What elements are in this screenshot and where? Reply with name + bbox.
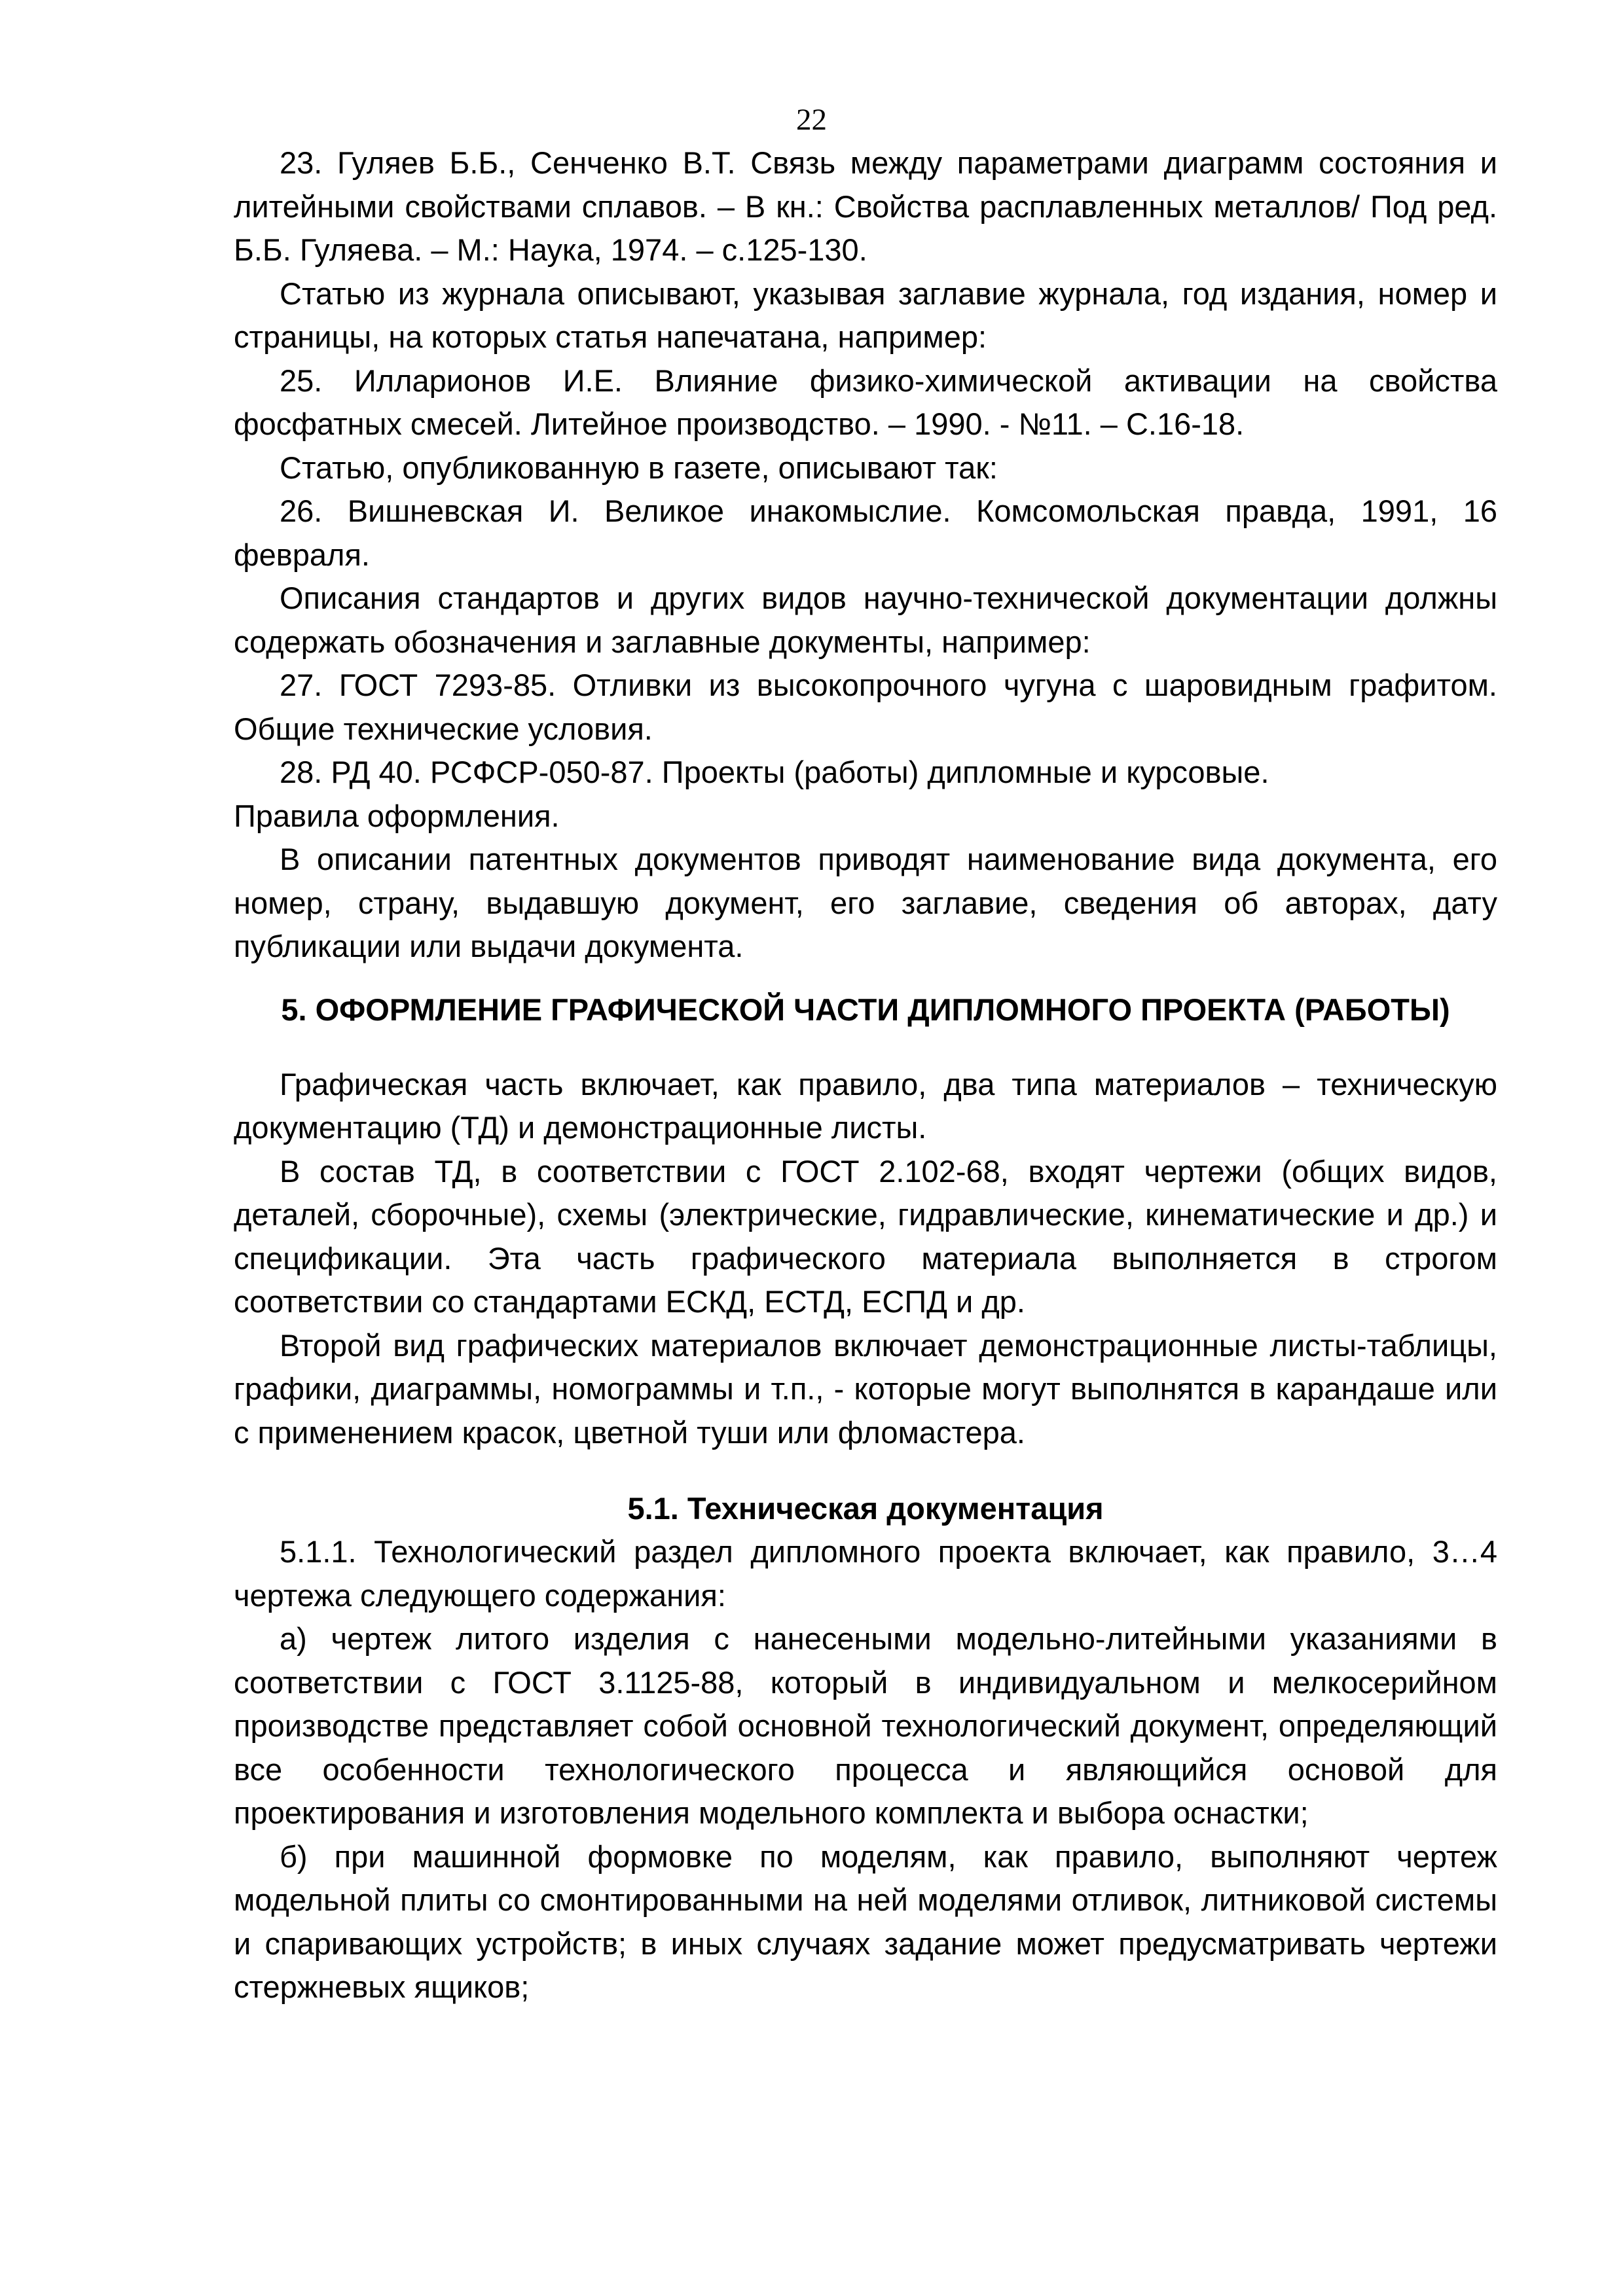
page-content bbox=[234, 141, 1497, 2009]
reference-27: 27. ГОСТ 7293-85. Отливки из высокопрочного чугуна с шаровидным графитом. Общие технические условия. bbox=[234, 668, 1497, 746]
journal-article-rule: Статью из журнала описывают, указывая заглавие журнала, год издания, номер и страницы, на которых статья напечатана, например: bbox=[234, 276, 1497, 354]
section-5-1-heading: 5.1. Техническая документация bbox=[627, 1491, 1104, 1526]
item-a-paragraph: а) чертеж литого изделия с нанесеными модельно-литейными указаниями в соответствии с ГОСТ 3.1125-88, который в индивидуальном и мелкосерийном производстве представляет собой основной технологический документ, определяющий все особенности технологического процесса и являющийся основой для проектирования и изготовления модельного комплекта и выбора оснастки; bbox=[234, 1621, 1497, 1830]
section-5-heading: 5. ОФОРМЛЕНИЕ ГРАФИЧЕСКОЙ ЧАСТИ ДИПЛОМНОГО ПРОЕКТА (РАБОТЫ) bbox=[281, 992, 1450, 1027]
reference-28: 28. РД 40. РСФСР-050-87. Проекты (работы) дипломные и курсовые. bbox=[280, 755, 1269, 789]
patent-documents-rule: В описании патентных документов приводят наименование вида документа, его номер, страну, выдавшую документ, его заглавие, сведения об авторах, дату публикации или выдачи документа. bbox=[234, 842, 1497, 963]
reference-26: 26. Вишневская И. Великое инакомыслие. Комсомольская правда, 1991, 16 февраля. bbox=[234, 493, 1497, 572]
section-5-paragraph-1: Графическая часть включает, как правило, два типа материалов – техническую документацию (ТД) и демонстрационные листы. bbox=[234, 1066, 1497, 1145]
section-5-paragraph-3: Второй вид графических материалов включает демонстрационные листы-таблицы, графики, диаграммы, номограммы и т.п., - которые могут выполнятся в карандаше или с применением красок, цветной туши или фломастера. bbox=[234, 1327, 1497, 1450]
section-5-1-1-paragraph: 5.1.1. Технологический раздел дипломного проекта включает, как правило, 3…4 чертежа следующего содержания: bbox=[234, 1534, 1497, 1613]
item-b-paragraph: б) при машинной формовке по моделям, как правило, выполняют чертеж модельной плиты со смонтированными на ней моделями отливок, литниковой системы и спаривающих устройств; в иных случаях задание может предусматривать чертежи стержневых ящиков; bbox=[234, 1839, 1497, 2004]
page-number: 22 bbox=[796, 103, 827, 137]
reference-28-continuation: Правила оформления. bbox=[234, 798, 560, 833]
standards-rule: Описания стандартов и других видов научно-технической документации должны содержать обозначения и заглавные документы, например: bbox=[234, 581, 1497, 659]
reference-23: 23. Гуляев Б.Б., Сенченко В.Т. Связь между параметрами диаграмм состояния и литейными свойствами сплавов. – В кн.: Свойства расплавленных металлов/ Под ред. Б.Б. Гуляева. – М.: Наука, 1974. – с.125-130. bbox=[234, 145, 1497, 267]
newspaper-article-rule: Статью, опубликованную в газете, описывают так: bbox=[280, 450, 998, 485]
reference-25: 25. Илларионов И.Е. Влияние физико-химической активации на свойства фосфатных смесей. Литейное производство. – 1990. - №11. – С.16-18. bbox=[234, 363, 1497, 441]
section-5-paragraph-2: В состав ТД, в соответствии с ГОСТ 2.102-68, входят чертежи (общих видов, деталей, сборочные), схемы (электрические, гидравлические, кинематические и др.) и спецификации. Эта часть графического материала выполняется в строгом соответствии со стандартами ЕСКД, ЕСТД, ЕСПД и др. bbox=[234, 1153, 1497, 1319]
